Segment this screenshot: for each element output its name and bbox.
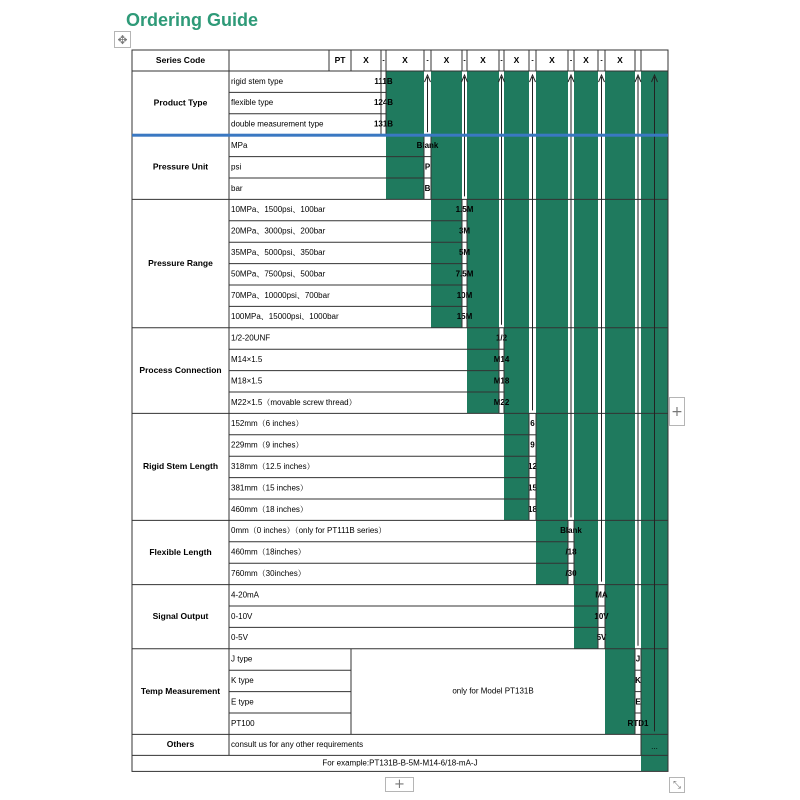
row-desc-6-1: 0-10V <box>231 611 253 621</box>
section-label-0: Product Type <box>153 97 208 108</box>
row-desc-1-1: psi <box>231 162 242 172</box>
code-cell-12: - <box>569 57 573 65</box>
row-code-6-1: 10V <box>594 611 609 621</box>
separator-bar-6 <box>574 71 598 649</box>
row-desc-4-1: 229mm（9 inches） <box>231 440 304 450</box>
add-column-plus-icon[interactable]: + <box>669 397 685 426</box>
section-divider-blue <box>132 134 668 137</box>
resize-icon[interactable]: ⤡ <box>669 777 685 793</box>
code-cell-10: - <box>531 57 534 65</box>
row-code-1-2: B <box>424 183 431 193</box>
row-code-4-4: 18 <box>528 504 537 514</box>
row-desc-5-0: 0mm（0 inches）（only for PT111B series） <box>231 526 387 536</box>
section-label-5: Flexible Length <box>149 546 212 557</box>
row-desc-3-1: M14×1.5 <box>231 355 263 365</box>
row-code-2-3: 7.5M <box>455 269 474 279</box>
section-label-3: Process Connection <box>139 364 222 375</box>
row-code-0-0: 111B <box>374 76 393 86</box>
row-code-2-1: 3M <box>458 226 471 236</box>
row-code-5-0: Blank <box>560 526 582 536</box>
row-desc-2-5: 100MPa、15000psi、1000bar <box>231 312 339 322</box>
others-more: ... <box>651 742 658 752</box>
code-cell-14: - <box>600 57 603 65</box>
section-label-1: Pressure Unit <box>152 161 209 172</box>
row-desc-1-0: MPa <box>231 141 248 151</box>
temp-note: only for Model PT131B <box>452 686 534 696</box>
code-cell-7: X <box>480 54 486 65</box>
code-cell-1: X <box>363 54 369 65</box>
code-cell-15: X <box>617 54 623 65</box>
row-code-7-2: E <box>635 697 641 707</box>
row-code-3-3: M22 <box>493 397 510 407</box>
row-desc-4-3: 381mm（15 inches） <box>231 483 308 493</box>
code-cell-2: - <box>382 57 385 65</box>
row-code-0-2: 131B <box>373 119 394 129</box>
move-handle-icon[interactable]: ✥ <box>114 31 131 48</box>
row-desc-6-0: 4-20mA <box>231 590 260 600</box>
row-code-3-1: M14 <box>493 355 510 365</box>
row-code-6-2: 5V <box>596 633 607 643</box>
add-row-plus-icon[interactable]: + <box>385 777 414 792</box>
row-code-2-2: 5M <box>458 248 471 258</box>
row-desc-3-3: M22×1.5（movable screw thread） <box>231 397 357 407</box>
separator-bar-4 <box>504 71 529 520</box>
code-cell-9: X <box>513 54 520 65</box>
row-desc-3-0: 1/2-20UNF <box>231 333 271 343</box>
row-desc-2-4: 70MPa、10000psi、700bar <box>231 290 330 300</box>
row-desc-4-0: 152mm（6 inches） <box>231 419 304 429</box>
separator-bar-7 <box>605 71 635 734</box>
row-code-6-0: MA <box>595 590 608 600</box>
page-title: Ordering Guide <box>126 10 259 30</box>
row-desc-7-2: E type <box>231 697 254 707</box>
row-desc-0-0: rigid stem type <box>231 76 284 86</box>
row-code-0-1: 124B <box>373 98 394 108</box>
row-desc-2-1: 20MPa、3000psi、200bar <box>231 226 326 236</box>
row-desc-2-0: 10MPa、1500psi、100bar <box>231 205 326 215</box>
row-code-2-0: 1.5M <box>455 205 474 215</box>
example-text: For example:PT131B-B-5M-M14-6/18-mA-J <box>322 758 478 768</box>
code-cell-11: X <box>549 54 555 65</box>
series-code-label: Series Code <box>155 54 206 65</box>
code-cell-3: X <box>402 54 408 65</box>
row-desc-1-2: bar <box>231 183 243 193</box>
row-code-7-1: K <box>635 676 641 686</box>
code-cell-13: X <box>583 54 589 65</box>
row-code-5-2: /30 <box>565 569 577 579</box>
row-code-7-0: J <box>635 654 641 664</box>
row-code-2-4: 10M <box>456 290 473 300</box>
row-code-4-0: 6 <box>530 419 535 429</box>
code-cell-4: - <box>426 57 429 65</box>
row-desc-7-0: J type <box>231 654 253 664</box>
row-desc-0-2: double measurement type <box>231 119 324 129</box>
row-desc-3-2: M18×1.5 <box>231 376 263 386</box>
code-cell-8: - <box>500 57 503 65</box>
row-desc-2-2: 35MPa、5000psi、350bar <box>231 248 326 258</box>
others-label: Others <box>166 739 195 750</box>
code-cell-6: - <box>463 57 466 65</box>
row-code-4-3: 15 <box>528 483 537 493</box>
row-desc-4-2: 318mm（12.5 inches） <box>231 462 315 472</box>
row-code-4-1: 9 <box>530 440 535 450</box>
section-label-7: Temp Measurement <box>140 685 221 696</box>
code-cell-5: X <box>443 54 450 65</box>
row-code-1-0: Blank <box>416 141 439 151</box>
row-desc-0-1: flexible type <box>231 98 274 108</box>
section-label-2: Pressure Range <box>148 257 213 268</box>
row-desc-6-2: 0-5V <box>231 633 248 643</box>
others-desc: consult us for any other requirements <box>231 740 364 750</box>
row-code-3-0: 1/2 <box>495 333 508 343</box>
section-label-4: Rigid Stem Length <box>142 461 219 472</box>
row-code-3-2: M18 <box>493 376 510 386</box>
row-code-2-5: 15M <box>456 312 473 322</box>
row-desc-4-4: 460mm（18 inches） <box>231 504 308 514</box>
row-desc-7-1: K type <box>231 676 254 686</box>
row-code-7-3: RTD1 <box>627 718 649 728</box>
row-desc-2-3: 50MPa、7500psi、500bar <box>231 269 326 279</box>
row-code-5-1: /18 <box>565 547 577 557</box>
row-desc-5-2: 760mm（30inches） <box>231 569 306 579</box>
row-desc-7-3: PT100 <box>231 718 255 728</box>
code-cell-0: PT <box>334 54 346 65</box>
row-desc-5-1: 460mm（18inches） <box>231 547 306 557</box>
row-code-4-2: 12 <box>528 462 537 472</box>
row-code-1-1: P <box>424 162 431 172</box>
section-label-6: Signal Output <box>152 610 209 621</box>
